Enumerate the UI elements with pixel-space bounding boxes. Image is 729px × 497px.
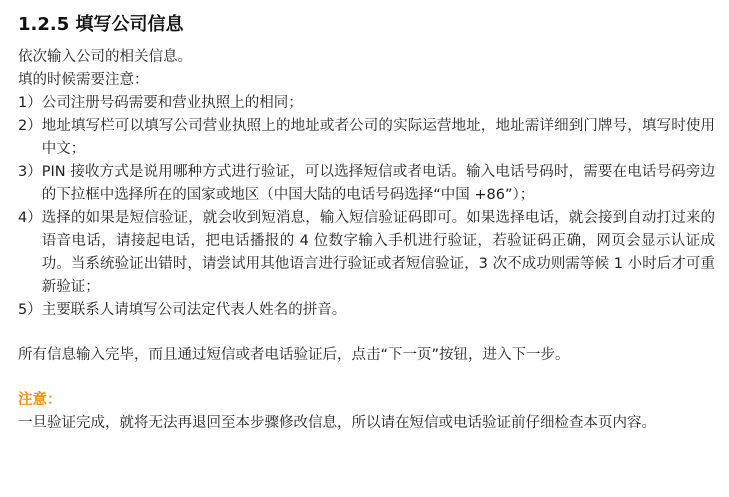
list-item-number: 1） <box>18 95 42 111</box>
note-label: 注意： <box>18 392 62 408</box>
list-item <box>18 161 715 207</box>
list-item <box>18 207 715 299</box>
list-item-text: PIN 接收方式是说用哪种方式进行验证，可以选择短信或者电话。输入电话号码时，需要在电话号码旁边的下拉框中选择所在的国家或地区（中国大陆的电话号码选择“中国 +86”）； <box>41 164 715 203</box>
list-item-number: 3） <box>18 164 42 180</box>
spacer <box>18 322 715 344</box>
list-item-text: 地址填写栏可以填写公司营业执照上的地址或者公司的实际运营地址，地址需详细到门牌号，填写时使用中文； <box>41 118 715 157</box>
list-item-text: 选择的如果是短信验证，就会收到短消息，输入短信验证码即可。如果选择电话，就会接到自动打过来的语音电话，请接起电话，把电话播报的 4 位数字输入手机进行验证，若验证码正确，网页会显示认证成功。当系统验证出错时，请尝试用其他语言进行验证或者短信验证，3 次不成功则需等候 1 小时后才可重新验证； <box>41 210 715 295</box>
list-item-text: 公司注册号码需要和营业执照上的相同； <box>41 95 303 111</box>
completion-text: 所有信息输入完毕，而且通过短信或者电话验证后，点击“下一页”按钮，进入下一步。 <box>18 347 570 363</box>
list-item-number: 4） <box>18 210 42 226</box>
list-item-number: 2） <box>18 118 42 134</box>
list-item <box>18 92 715 115</box>
intro-text: 依次输入公司的相关信息。 <box>18 49 192 65</box>
list-item-text: 主要联系人请填写公司法定代表人姓名的拼音。 <box>41 302 347 318</box>
notice-lead-text: 填的时候需要注意： <box>18 72 149 88</box>
section-title: 1.2.5 填写公司信息 <box>18 14 184 35</box>
list-item <box>18 115 715 161</box>
spacer <box>18 367 715 389</box>
list-item-number: 5） <box>18 302 42 318</box>
requirements-list <box>18 92 715 322</box>
note-text: 一旦验证完成，就将无法再退回至本步骤修改信息，所以请在短信或电话验证前仔细检查本页内容。 <box>18 415 656 431</box>
list-item <box>18 299 715 322</box>
